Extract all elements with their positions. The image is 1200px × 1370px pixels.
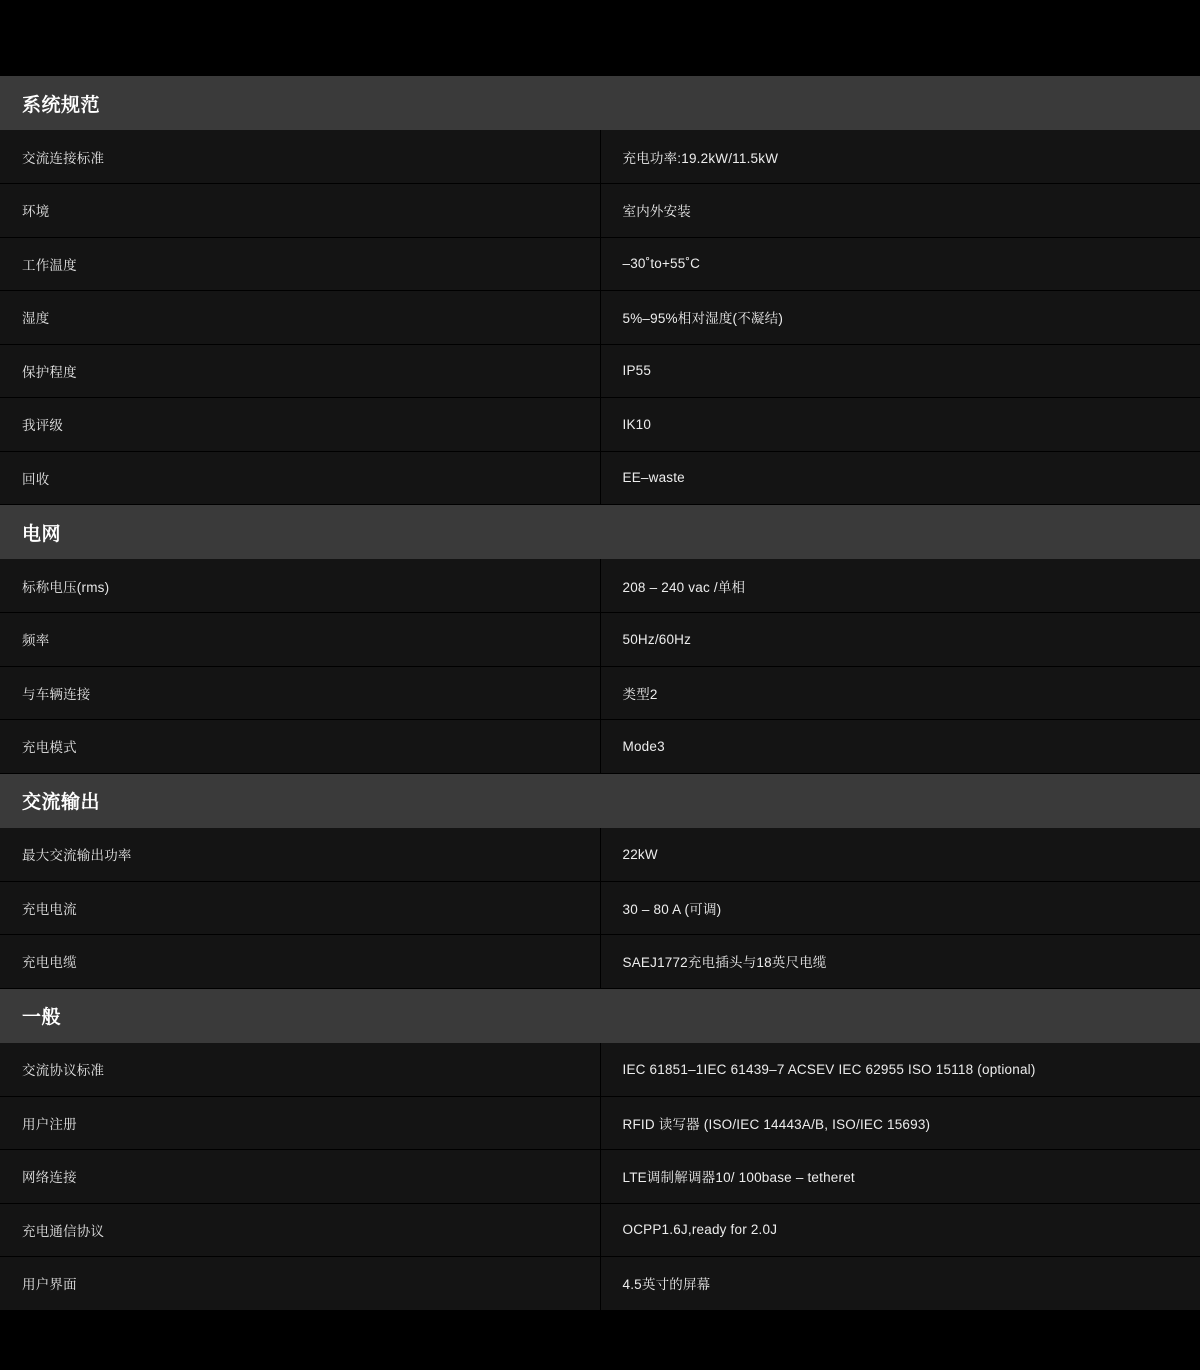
table-row [0,184,1200,238]
section-title: 一般 [0,989,1200,1043]
spec-label: 交流连接标准 [0,130,600,184]
spec-section [0,76,1200,505]
spec-section [0,989,1200,1311]
spec-label: 湿度 [0,291,600,345]
table-row [0,613,1200,667]
spec-value: SAEJ1772充电插头与18英尺电缆 [600,935,1200,989]
spec-label: 交流协议标准 [0,1043,600,1097]
spec-label: 工作温度 [0,237,600,291]
spec-label: 充电电流 [0,881,600,935]
section-title: 系统规范 [0,76,1200,130]
section-title: 电网 [0,505,1200,559]
table-row [0,720,1200,774]
table-row [0,559,1200,613]
table-row [0,398,1200,452]
spec-label: 最大交流输出功率 [0,828,600,882]
table-row [0,1150,1200,1204]
spec-table [0,559,1200,774]
table-row [0,344,1200,398]
spec-value: 50Hz/60Hz [600,613,1200,667]
spec-value: 5%–95%相对湿度(不凝结) [600,291,1200,345]
spec-label: 用户注册 [0,1096,600,1150]
spec-value: 30 – 80 A (可调) [600,881,1200,935]
spec-value: RFID 读写器 (ISO/IEC 14443A/B, ISO/IEC 15693) [600,1096,1200,1150]
section-title: 交流输出 [0,774,1200,828]
spec-value: 充电功率:19.2kW/11.5kW [600,130,1200,184]
table-row [0,935,1200,989]
spec-label: 我评级 [0,398,600,452]
spec-value: 室内外安装 [600,184,1200,238]
table-row [0,291,1200,345]
spec-table [0,828,1200,989]
spec-label: 用户界面 [0,1257,600,1311]
spec-value: IK10 [600,398,1200,452]
spec-value: IEC 61851–1IEC 61439–7 ACSEV IEC 62955 ISO 15118 (optional) [600,1043,1200,1097]
table-row [0,828,1200,882]
table-row [0,881,1200,935]
spec-section [0,505,1200,774]
spec-label: 环境 [0,184,600,238]
sections-container [0,76,1200,1311]
table-row [0,1257,1200,1311]
spec-label: 频率 [0,613,600,667]
table-row [0,1043,1200,1097]
spec-label: 充电电缆 [0,935,600,989]
spec-table [0,130,1200,505]
table-row [0,666,1200,720]
table-row [0,1096,1200,1150]
spec-label: 保护程度 [0,344,600,398]
table-row [0,237,1200,291]
spec-section [0,774,1200,989]
table-row [0,130,1200,184]
spec-table [0,1043,1200,1311]
spec-value: 类型2 [600,666,1200,720]
spec-value: –30˚to+55˚C [600,237,1200,291]
spec-value: OCPP1.6J,ready for 2.0J [600,1203,1200,1257]
spec-value: 208 – 240 vac /单相 [600,559,1200,613]
spec-label: 网络连接 [0,1150,600,1204]
spec-label: 标称电压(rms) [0,559,600,613]
table-row [0,451,1200,505]
spec-value: 22kW [600,828,1200,882]
spec-value: LTE调制解调器10/ 100base – tetheret [600,1150,1200,1204]
spec-label: 充电通信协议 [0,1203,600,1257]
spec-value: IP55 [600,344,1200,398]
spec-value: Mode3 [600,720,1200,774]
spec-label: 充电模式 [0,720,600,774]
spec-value: 4.5英寸的屏幕 [600,1257,1200,1311]
spec-label: 回收 [0,451,600,505]
spec-label: 与车辆连接 [0,666,600,720]
spec-value: EE–waste [600,451,1200,505]
table-row [0,1203,1200,1257]
